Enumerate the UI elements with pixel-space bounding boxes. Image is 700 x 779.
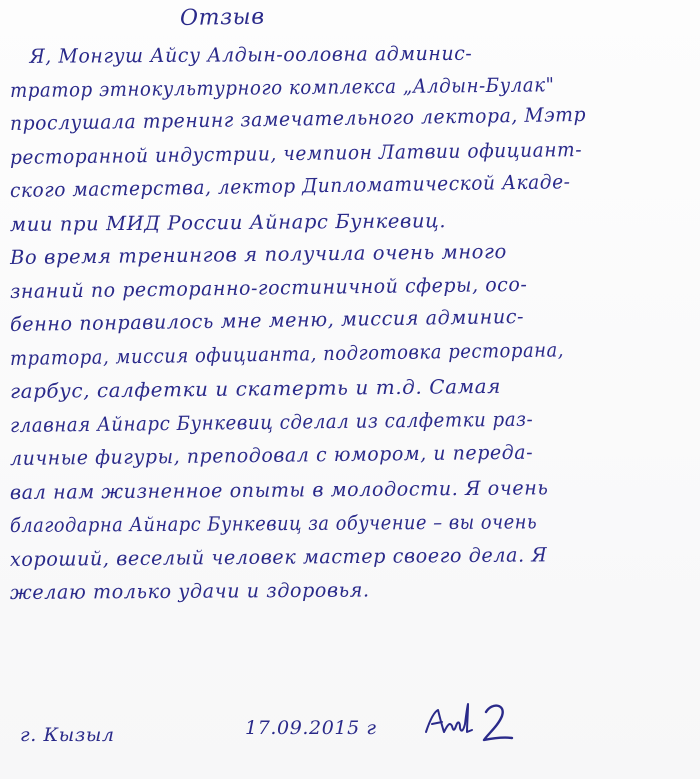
letter-line-8: знаний по ресторанно-гостиничной сферы, осо-	[9, 272, 528, 303]
letter-line-4: ресторанной индустрии, чемпион Латвии официант-	[9, 137, 583, 169]
letter-line-11: гарбус, салфетки и скатерть и т.д. Самая	[9, 374, 502, 403]
letter-title: Отзыв	[179, 4, 265, 31]
letter-line-9: бенно понравилось мне меню, миссия админис-	[9, 304, 525, 336]
handwritten-signature	[420, 698, 530, 748]
letter-line-1: Я, Монгуш Айсу Алдын-ооловна админис-	[29, 41, 473, 68]
letter-line-2: тратор этнокультурного комплекса „Алдын-Булак"	[9, 72, 555, 102]
letter-line-12: главная Айнарс Бункевиц сделал из салфетки раз-	[9, 407, 534, 437]
footer-place: г. Кызыл	[20, 724, 115, 746]
letter-line-13: личные фигуры, преподовал с юмором, и переда-	[9, 440, 534, 470]
letter-line-15: благодарна Айнарс Бункевиц за обучение – вы очень	[9, 510, 538, 537]
letter-line-6: мии при МИД России Айнарс Бункевиц.	[9, 208, 447, 236]
letter-line-7: Во время тренингов я получила очень много	[9, 239, 508, 269]
letter-line-10: тратора, миссия официанта, подготовка ресторана,	[9, 337, 565, 370]
footer-date: 17.09.2015 г	[245, 717, 377, 739]
letter-line-17: желаю только удачи и здоровья.	[9, 578, 370, 604]
letter-line-5: ского мастерства, лектор Дипломатической Акаде-	[9, 170, 571, 202]
letter-line-14: вал нам жизненное опыты в молодости. Я очень	[9, 475, 549, 504]
letter-body	[10, 40, 695, 610]
letter-line-16: хороший, веселый человек мастер своего дела. Я	[9, 542, 548, 571]
letter-line-3: прослушала тренинг замечательного лектора, Мэтр	[9, 102, 587, 135]
